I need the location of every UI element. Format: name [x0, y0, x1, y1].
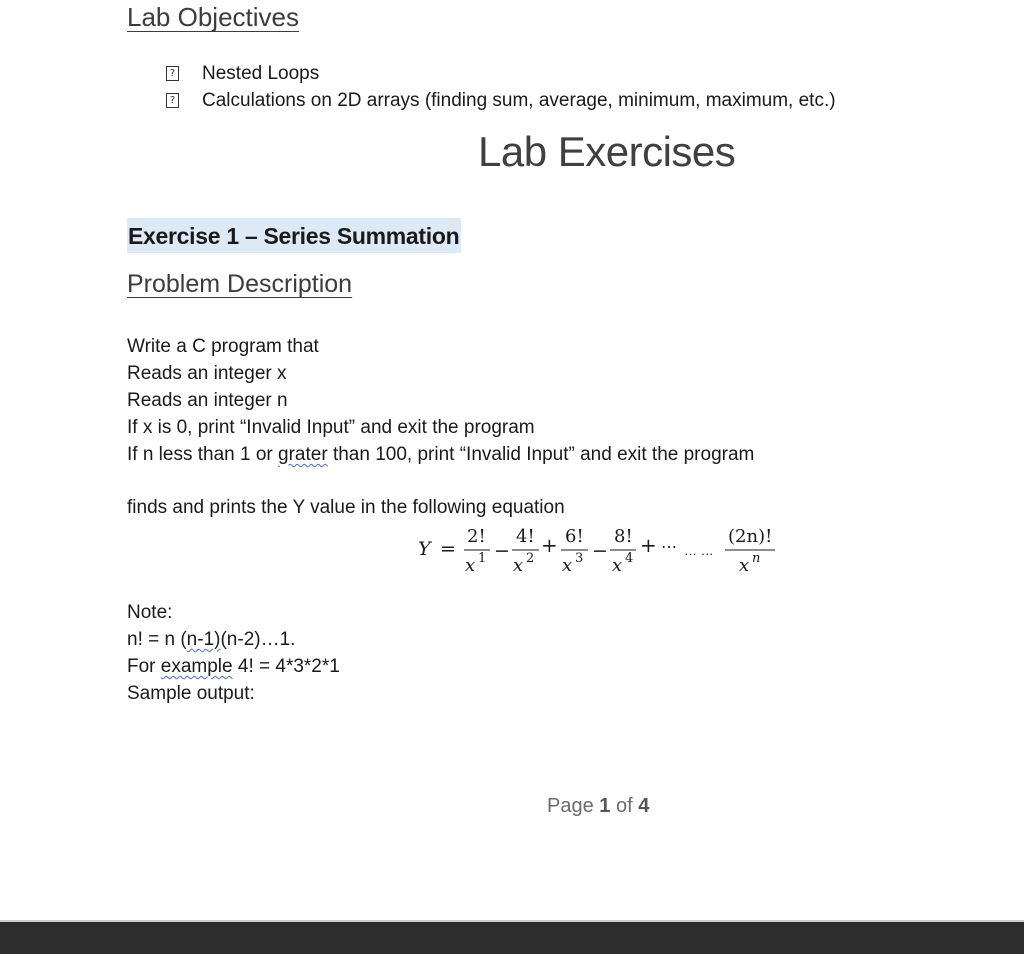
- ellipsis: … …: [684, 543, 714, 558]
- equals-sign: =: [440, 538, 456, 560]
- term-exponent: 4: [625, 551, 634, 566]
- description-line: Write a C program that: [127, 336, 319, 357]
- factorial-example: [127, 653, 340, 680]
- text-span: than 100, print “Invalid Input” and exit the program: [327, 444, 755, 465]
- finds-line: finds and prints the Y value in the following equation: [127, 497, 565, 518]
- lab-objectives-heading: Lab Objectives: [127, 2, 299, 32]
- term-exponent: 3: [575, 551, 584, 566]
- objective-text: Calculations on 2D arrays (finding sum, average, minimum, maximum, etc.): [202, 89, 836, 111]
- text-span: (n-2)…1.: [220, 629, 296, 650]
- term-numerator: (2n)!: [728, 526, 773, 547]
- description-line: Reads an integer n: [127, 390, 288, 411]
- term-base: x: [562, 555, 573, 576]
- objectives-list: [166, 60, 836, 114]
- text-span: n! = n (: [127, 629, 187, 650]
- operator: −: [592, 540, 608, 562]
- description-line: If x is 0, print “Invalid Input” and exit the program: [127, 417, 535, 438]
- factorial-definition: [127, 626, 340, 653]
- description-line: [127, 441, 754, 468]
- term-exponent: n: [752, 551, 761, 566]
- text-span: 4! = 4*3*2*1: [232, 656, 340, 677]
- page-of: of: [610, 795, 639, 817]
- missing-glyph-bullet-icon: ?: [166, 93, 179, 108]
- description-line: Reads an integer x: [127, 363, 287, 384]
- page-number: [547, 795, 649, 818]
- missing-glyph-bullet-icon: ?: [166, 66, 179, 81]
- spelling-squiggle[interactable]: n-1): [186, 629, 221, 650]
- operator: −: [494, 540, 510, 562]
- text-span: For: [127, 656, 161, 677]
- spelling-squiggle[interactable]: grater: [278, 444, 328, 465]
- problem-description-text: [127, 333, 754, 468]
- note-label: Note:: [127, 602, 173, 623]
- objective-text: Nested Loops: [202, 62, 320, 84]
- exercise-heading: Exercise 1 – Series Summation: [127, 218, 461, 253]
- term-base: x: [513, 555, 524, 576]
- term-numerator: 2!: [467, 526, 486, 547]
- list-item: [166, 60, 836, 87]
- note-block: [127, 599, 340, 707]
- spelling-squiggle[interactable]: example: [160, 656, 233, 677]
- term-base: x: [465, 555, 476, 576]
- list-item: [166, 87, 836, 114]
- page-current: 1: [599, 795, 611, 817]
- term-numerator: 8!: [614, 526, 633, 547]
- equation-lhs: Y: [418, 538, 431, 560]
- term-base: x: [612, 555, 623, 576]
- text-span: If n less than 1 or: [127, 444, 279, 465]
- term-base: x: [739, 555, 750, 576]
- term-exponent: 2: [526, 551, 535, 566]
- operator: +: [541, 533, 558, 557]
- lab-exercises-title: Lab Exercises: [478, 128, 736, 175]
- bottom-status-bar: [0, 920, 1024, 954]
- term-numerator: 6!: [565, 526, 584, 547]
- term-numerator: 4!: [516, 526, 535, 547]
- operator: +: [640, 533, 657, 557]
- sample-output-label: Sample output:: [127, 683, 255, 704]
- problem-description-heading: Problem Description: [127, 270, 353, 298]
- ellipsis: ⋯: [661, 537, 677, 556]
- term-exponent: 1: [478, 551, 487, 566]
- series-equation: [418, 520, 798, 580]
- page-total: 4: [638, 795, 650, 817]
- page-prefix: Page: [547, 795, 600, 817]
